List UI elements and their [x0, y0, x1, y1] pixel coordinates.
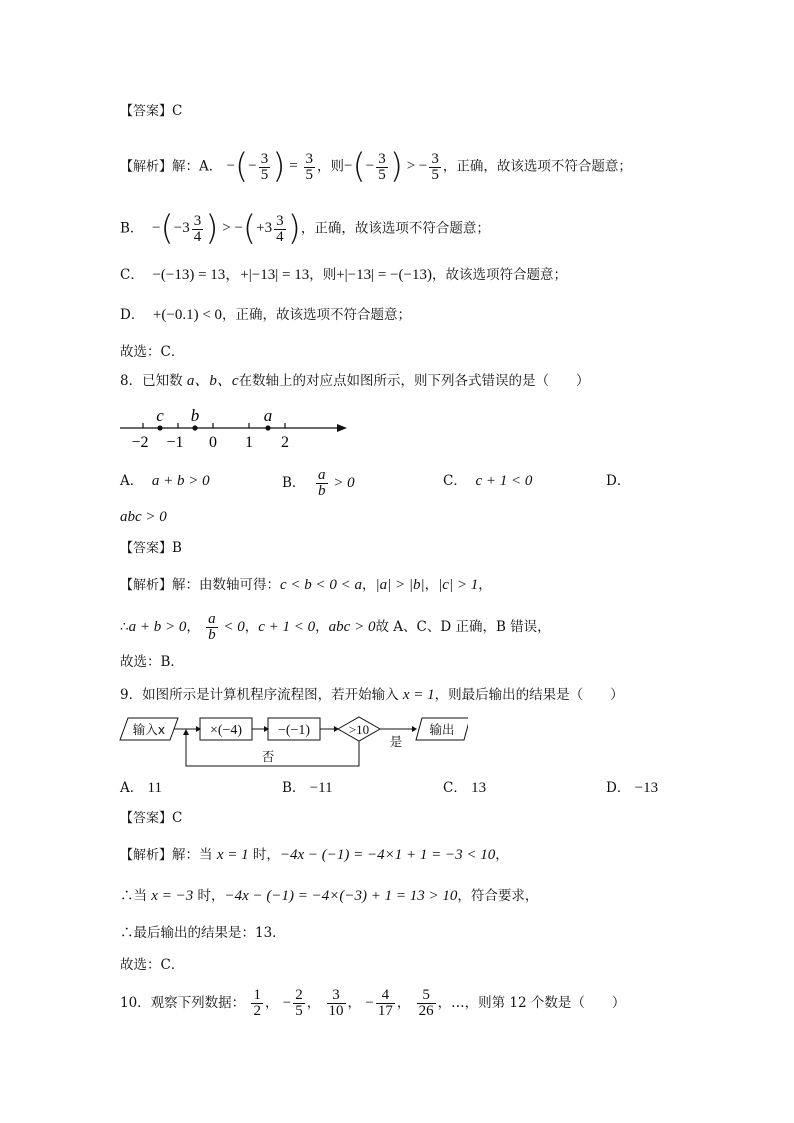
tick-label: 1: [245, 434, 253, 451]
q9-analysis-2: [120, 886, 538, 906]
text: 时，: [193, 888, 225, 904]
sep: ，: [424, 577, 439, 593]
frac-num: 2: [295, 987, 303, 1003]
option-label: D．: [606, 473, 631, 489]
text: 故 A、C、D 正确，B 错误，: [375, 619, 551, 635]
option-value: 13: [471, 780, 487, 796]
q9-analysis-1: [120, 845, 509, 866]
math-expression: |c| > 1: [438, 577, 479, 593]
q10-stem: [120, 988, 625, 1019]
q8-analysis-2: [120, 612, 551, 643]
math-expression: x = −3: [151, 888, 194, 904]
sep: ，: [306, 994, 321, 1011]
frac-den: b: [318, 483, 326, 499]
flow-output: 输出: [429, 722, 455, 737]
stem-text: 10．观察下列数据：: [120, 994, 246, 1011]
math-expression: a + b > 0: [128, 619, 187, 635]
option-a-lead: 解：A．: [172, 158, 223, 175]
text: ，符合要求，: [457, 888, 539, 904]
tick-label: 2: [281, 434, 289, 451]
sep: ，: [396, 994, 411, 1011]
point-label-b: b: [190, 406, 200, 425]
point-label-c: c: [156, 406, 164, 425]
q8-analysis-1: [120, 575, 492, 596]
frac-den: 2: [253, 1003, 261, 1019]
math-expression: abc > 0: [328, 619, 376, 635]
q9-option-c[interactable]: [443, 778, 486, 798]
math-expression: −4x − (−1) = −4×1 + 1 = −3 < 10: [279, 847, 496, 863]
stem-text: 在数轴上的对应点如图所示，则下列各式错误的是（ ）: [238, 373, 590, 389]
q9-option-d[interactable]: [606, 778, 658, 798]
analysis-tag: 【解析】: [120, 848, 173, 863]
q8-option-d[interactable]: [606, 471, 630, 491]
math-expression: +|−13| = −(−13): [336, 267, 432, 283]
math-expression: −4x − (−1) = −4×(−3) + 1 = 13 > 10: [224, 888, 458, 904]
ellipsis: …: [451, 994, 465, 1011]
sequence-term: [282, 987, 307, 1019]
math-expression: x = 1: [216, 847, 249, 863]
q8-option-c[interactable]: [443, 471, 532, 491]
therefore: ∴: [120, 619, 129, 635]
flow-input: 输入x: [132, 722, 166, 737]
text: 时，: [248, 847, 280, 863]
frac-den: 17: [377, 1003, 393, 1019]
option-label: C．: [443, 780, 467, 796]
q9-option-a[interactable]: [120, 778, 162, 798]
point-c: [157, 425, 162, 430]
q8-option-d-expr: [120, 507, 167, 527]
math-expression: +(−0.1) < 0: [152, 307, 223, 323]
text: ，正确，故该选项不符合题意；: [300, 220, 490, 237]
q7-answer-line: [120, 101, 182, 122]
q7-analysis-b: [120, 209, 490, 249]
q8-stem: [120, 371, 590, 391]
text: ∴当: [120, 888, 152, 904]
tick-label: −2: [131, 434, 149, 451]
flow-step1: ×(−4): [209, 723, 243, 738]
flow-no: 否: [261, 749, 275, 764]
answer-tag: 【答案】: [120, 541, 173, 556]
option-fraction: [316, 468, 328, 499]
stem-vars: a、b、c: [186, 373, 239, 389]
math-expression: c < b < 0 < a: [280, 577, 363, 593]
flowchart: [118, 714, 468, 770]
q9-analysis-3: ∴最后输出的结果是：13．: [120, 925, 286, 941]
q9-stem: [120, 685, 624, 705]
math-expression: −(− $\frac{3}{5}$ ) > − $\frac{3}{5}$: [344, 147, 439, 187]
frac-num: 3: [327, 988, 346, 1004]
option-b-lead: B．: [120, 220, 144, 237]
number-line: [115, 402, 355, 452]
q7-analysis-d: [120, 305, 411, 325]
frac-den: 5: [295, 1003, 303, 1019]
q8-answer-line: [120, 538, 182, 559]
sign: −: [365, 994, 374, 1011]
option-label: D．: [606, 780, 631, 796]
option-d-lead: D．: [120, 307, 145, 323]
option-label: A．: [120, 473, 144, 489]
frac-num: 5: [417, 988, 436, 1004]
sep: ，: [362, 577, 376, 593]
answer-tag: 【答案】: [120, 104, 173, 119]
stem-text: 8．已知数: [120, 373, 187, 389]
q9-option-b[interactable]: [282, 778, 333, 798]
analysis-tag: 【解析】: [120, 578, 173, 593]
flow-cond: >10: [348, 722, 370, 737]
tick-label: −1: [166, 434, 184, 451]
q8-option-a[interactable]: [120, 471, 210, 491]
text: ，故该选项符合题意；: [432, 267, 567, 283]
sequence-term: [325, 987, 348, 1019]
q7-analysis-a: [120, 147, 632, 187]
analysis-tag: 【解析】: [120, 159, 173, 175]
sep: ，: [478, 577, 492, 593]
frac-den: 10: [328, 1003, 344, 1019]
option-expr: > 0: [329, 475, 355, 491]
option-label: B．: [282, 475, 306, 491]
point-a: [265, 425, 270, 430]
sequence-term: [365, 987, 396, 1019]
point-label-a: a: [263, 406, 273, 425]
math-expression: −(−3 $\frac{3}{4}$ ) > −(+3 $\frac{3}{4}$ ): [152, 209, 301, 249]
text: 解：当: [172, 847, 217, 863]
sep: ，: [244, 619, 259, 635]
option-expr: a + b > 0: [151, 473, 210, 489]
sep: ，: [347, 994, 362, 1011]
math-expression: −(− $\frac{3}{5}$ ) = $\frac{3}{5}$: [226, 147, 313, 187]
answer-value: C: [172, 810, 183, 826]
text: ，: [495, 847, 509, 863]
frac-num: 1: [253, 987, 261, 1003]
q8-option-b[interactable]: [282, 468, 355, 499]
sign: −: [282, 994, 292, 1011]
text: ，正确，故该选项不符合题意；: [442, 158, 632, 175]
option-expr: abc > 0: [120, 509, 167, 525]
point-b: [192, 425, 197, 430]
answer-value: C: [172, 103, 183, 119]
math-fraction: [206, 612, 218, 643]
stem-text: ，则第 12 个数是（ ）: [464, 994, 626, 1011]
stem-text: 9．如图所示是计算机程序流程图，若开始输入: [120, 687, 403, 703]
math-expression: c + 1 < 0: [258, 619, 316, 635]
option-expr: c + 1 < 0: [475, 473, 533, 489]
option-value: 11: [147, 780, 162, 796]
answer-tag: 【答案】: [120, 811, 173, 826]
option-value: −11: [309, 780, 333, 796]
q7-choose: 故选：C．: [120, 344, 185, 360]
option-label: A．: [120, 780, 144, 796]
flow-step2: −(−1): [277, 723, 311, 738]
flow-yes: 是: [389, 734, 403, 749]
sep: ，: [186, 619, 200, 635]
frac-den: b: [208, 627, 216, 643]
option-label: C．: [443, 473, 467, 489]
text: ，则: [309, 267, 337, 283]
sep: ，: [437, 994, 452, 1011]
q9-answer-line: [120, 808, 182, 829]
math-expression: |a| > |b|: [375, 577, 425, 593]
frac-num: a: [318, 467, 326, 483]
text: ，则: [317, 158, 344, 175]
sequence-term: [249, 987, 265, 1019]
text: ，正确，故该选项不符合题意；: [222, 307, 412, 323]
sep: ，: [264, 994, 279, 1011]
option-value: −13: [634, 780, 659, 796]
math-expression: −(−13) = 13，+|−13| = 13: [152, 267, 310, 283]
option-label: B．: [282, 780, 306, 796]
q8-choose: 故选：B．: [120, 654, 184, 670]
stem-expr: x = 1: [402, 687, 435, 703]
sep: ，: [315, 619, 329, 635]
stem-text: ，则最后输出的结果是（ ）: [434, 687, 624, 703]
frac-num: a: [208, 611, 216, 627]
math-expression: < 0: [219, 619, 245, 635]
option-c-lead: C．: [120, 267, 144, 283]
frac-den: 26: [418, 1003, 434, 1019]
text: 解：由数轴可得：: [172, 577, 281, 593]
sequence-term: [415, 987, 438, 1019]
tick-label: 0: [209, 434, 217, 451]
q9-choose: 故选：C．: [120, 957, 185, 973]
frac-num: 4: [376, 988, 395, 1004]
answer-value: B: [172, 540, 182, 556]
q7-analysis-c: [120, 265, 567, 285]
